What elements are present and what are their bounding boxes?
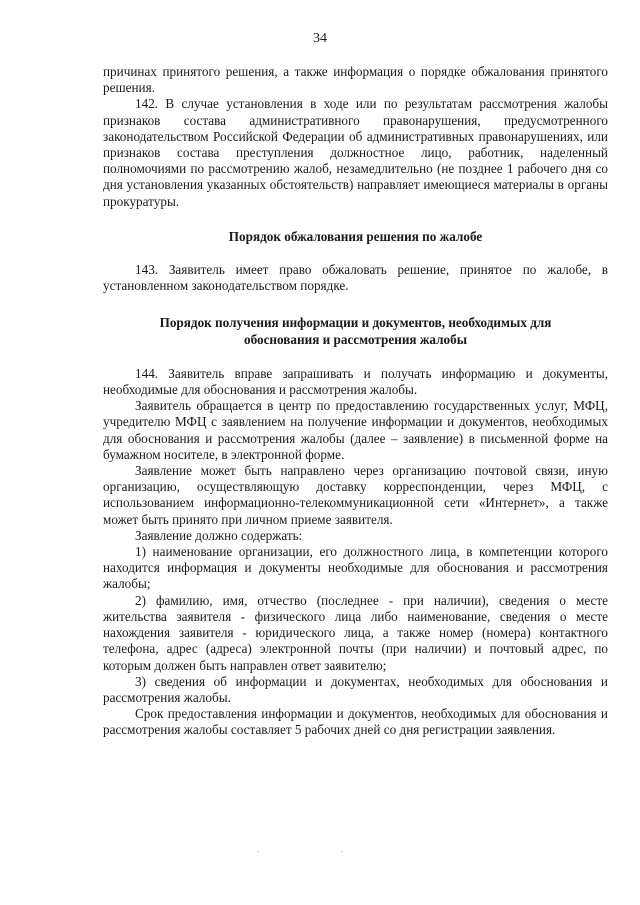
list-item-3: 3) сведения об информации и документах, необходимых для обоснования и рассмотрения жалобы. xyxy=(103,673,608,705)
paragraph-142: 142. В случае установления в ходе или по результатам рассмотрения жалобы признаков состава административного правонарушения, предусмотренного законодательством Российской Федерации об административных правонарушениях, или признаков состава преступления должностное лицо, работник, наделенный полномочиями по рассмотрению жалоб, незамедлительно (не позднее 1 рабочего дня со дня установления указанных обстоятельств) направляет имеющиеся материалы в органы прокуратуры. xyxy=(103,96,608,209)
spacer xyxy=(103,294,608,315)
section-heading-info-line-1: Порядок получения информации и документов, необходимых для xyxy=(159,315,552,331)
paragraph-deadline: Срок предоставления информации и документов, необходимых для обоснования и рассмотрения жалобы составляет 5 рабочих дней со дня регистрации заявления. xyxy=(103,706,608,738)
list-item-1: 1) наименование организации, его должностного лица, в компетенции которого находится информация и документы необходимые для обоснования и рассмотрения жалобы; xyxy=(103,544,608,592)
paragraph-applicant-request: Заявитель обращается в центр по предоставлению государственных услуг, МФЦ, учредителю МФЦ с заявлением на получение информации и документов, необходимых для обоснования и рассмотрения жалобы (далее – заявление) в письменной форме на бумажном носителе, в электронной форме. xyxy=(103,398,608,462)
scan-marks: . . xyxy=(257,845,383,854)
section-heading-info xyxy=(103,315,608,347)
paragraph-143: 143. Заявитель имеет право обжаловать решение, принятое по жалобе, в установленном законодательством порядке. xyxy=(103,262,608,294)
paragraph-must-contain: Заявление должно содержать: xyxy=(135,527,303,543)
spacer xyxy=(103,245,608,262)
list-item-2: 2) фамилию, имя, отчество (последнее - при наличии), сведения о месте жительства заявителя - физического лица либо наименование, сведения о месте нахождения заявителя - юридического лица, а также номер (номера) контактного телефона, адрес (адреса) электронной почты (при наличии) и почтовый адрес, по которым должен быть направлен ответ заявителю; xyxy=(103,592,608,673)
paragraph-application-sent: Заявление может быть направлено через организацию почтовой связи, иную организацию, осуществляющую доставку корреспонденции, через МФЦ, с использованием информационно-телекоммуникационной сети «Интернет», а также может быть принято при личном приеме заявителя. xyxy=(103,463,608,527)
spacer xyxy=(103,348,608,366)
paragraph-144: 144. Заявитель вправе запрашивать и получать информацию и документы, необходимые для обоснования и рассмотрения жалобы. xyxy=(103,365,608,398)
section-heading-appeal: Порядок обжалования решения по жалобе xyxy=(228,228,483,244)
paragraph-141-continuation: причинах принятого решения, а также информация о порядке обжалования принятого решения. xyxy=(103,64,608,96)
spacer xyxy=(103,210,608,229)
page-number: 34 xyxy=(313,31,327,46)
section-heading-info-line-2: обоснования и рассмотрения жалобы xyxy=(243,331,468,347)
document-body xyxy=(103,64,608,739)
